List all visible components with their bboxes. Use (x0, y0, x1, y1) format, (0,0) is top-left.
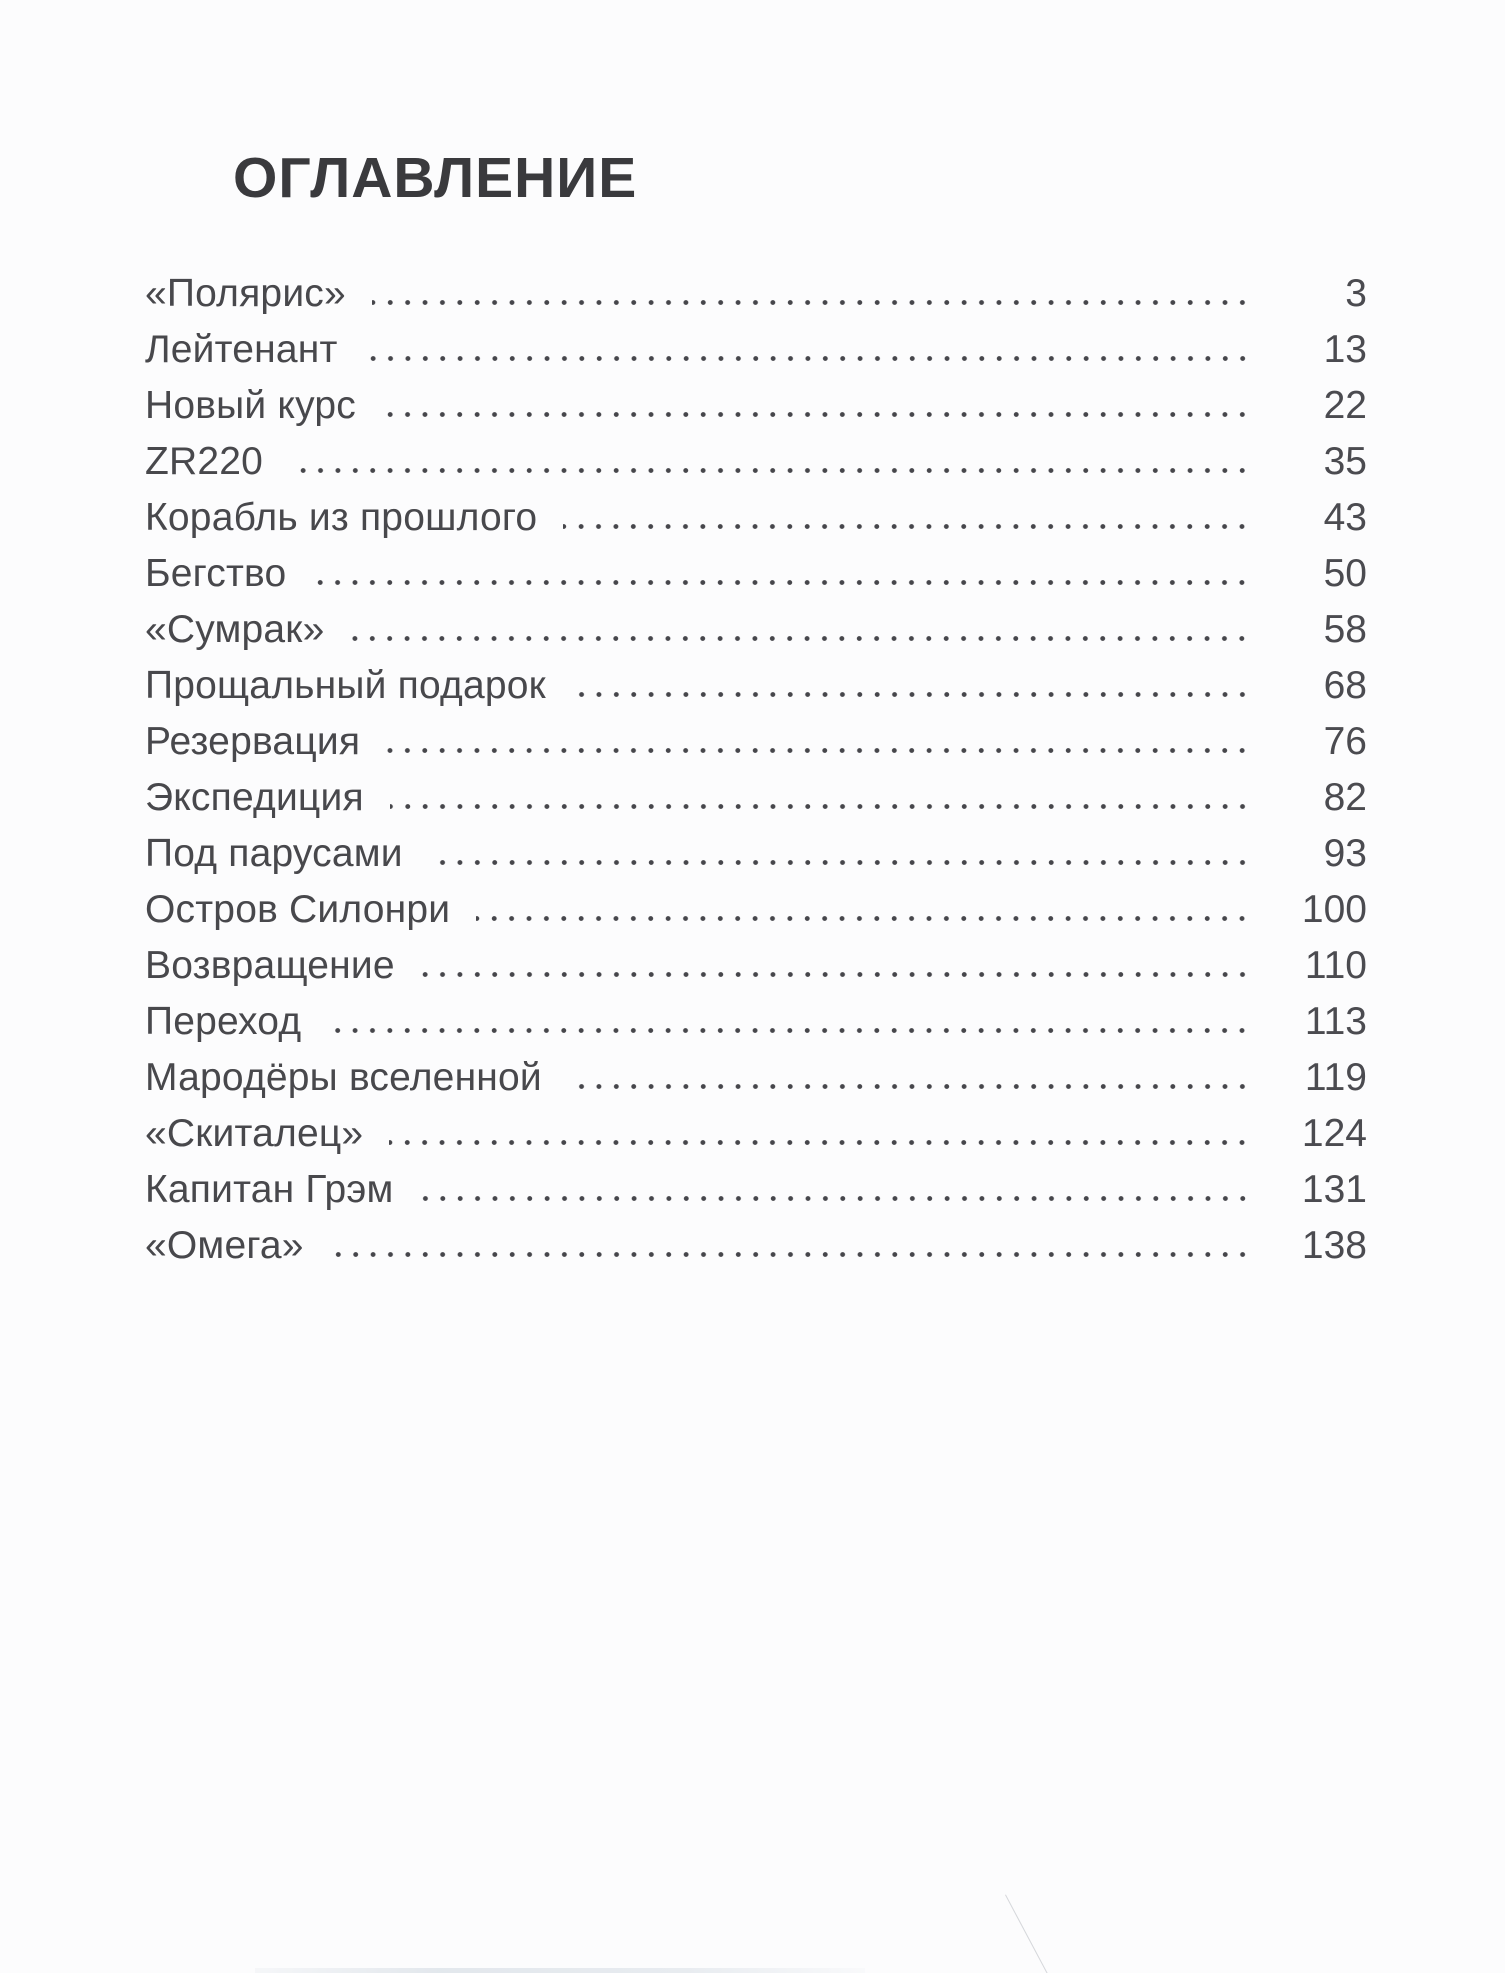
toc-entry-label: Капитан Грэм (145, 1168, 394, 1211)
toc-entry-page-number: 110 (1304, 944, 1367, 987)
toc-entry (145, 272, 1367, 328)
toc-entry (145, 720, 1367, 776)
toc-entry-label: Корабль из прошлого (145, 496, 538, 539)
toc-entry-page-number: 131 (1301, 1168, 1367, 1211)
scan-artifact-bottom-edge (255, 1968, 865, 1973)
dot-leader (420, 1195, 1251, 1202)
toc-entry (145, 1000, 1367, 1056)
dot-leader (327, 1027, 1251, 1034)
dot-leader (289, 467, 1251, 474)
toc-entry-page-number: 82 (1323, 776, 1367, 819)
toc-entry-label: Резервация (145, 720, 361, 763)
toc-entry (145, 1056, 1367, 1112)
dot-leader (330, 1251, 1251, 1258)
dot-leader (312, 579, 1251, 586)
toc-entry-page-number: 100 (1301, 888, 1367, 931)
toc-entry-label: Под парусами (145, 832, 403, 875)
dot-leader (572, 691, 1251, 698)
toc-entry-label: Возвращение (145, 944, 395, 987)
toc-list (145, 272, 1367, 1280)
toc-entry-page-number: 124 (1301, 1112, 1367, 1155)
dot-leader (476, 915, 1251, 922)
toc-entry-label: Лейтенант (145, 328, 338, 371)
dot-leader (350, 635, 1251, 642)
dot-leader (389, 1139, 1251, 1146)
toc-entry (145, 608, 1367, 664)
dot-leader (568, 1083, 1251, 1090)
toc-entry (145, 888, 1367, 944)
toc-entry-label: «Омега» (145, 1224, 304, 1267)
dot-leader (386, 747, 1251, 754)
toc-entry-label: ZR220 (145, 440, 264, 483)
toc-entry-page-number: 76 (1323, 720, 1367, 763)
toc-entry-label: «Полярис» (145, 272, 346, 315)
toc-entry-label: Остров Силонри (145, 888, 451, 931)
toc-entry-label: «Сумрак» (145, 608, 325, 651)
toc-entry (145, 832, 1367, 888)
dot-leader (429, 859, 1251, 866)
toc-entry-page-number: 43 (1323, 496, 1367, 539)
dot-leader (390, 803, 1251, 810)
toc-entry-page-number: 138 (1301, 1224, 1367, 1267)
toc-entry-page-number: 35 (1323, 440, 1367, 483)
toc-entry-page-number: 58 (1323, 608, 1367, 651)
toc-entry-page-number: 113 (1304, 1000, 1367, 1043)
dot-leader (364, 355, 1251, 362)
toc-entry (145, 1224, 1367, 1280)
toc-entry (145, 440, 1367, 496)
toc-entry (145, 664, 1367, 720)
toc-entry (145, 552, 1367, 608)
dot-leader (563, 523, 1251, 530)
toc-entry-label: Экспедиция (145, 776, 364, 819)
toc-entry-page-number: 13 (1323, 328, 1367, 371)
toc-entry (145, 496, 1367, 552)
dot-leader (382, 411, 1251, 418)
toc-entry-page-number: 22 (1323, 384, 1367, 427)
toc-entry-page-number: 119 (1304, 1056, 1367, 1099)
scan-artifact-scratch (1005, 1895, 1081, 1973)
dot-leader (372, 299, 1251, 306)
toc-entry (145, 1112, 1367, 1168)
toc-entry (145, 328, 1367, 384)
toc-entry-page-number: 50 (1323, 552, 1367, 595)
toc-entry-label: Бегство (145, 552, 287, 595)
toc-entry-page-number: 3 (1345, 272, 1367, 315)
page-title: ОГЛАВЛЕНИЕ (233, 146, 638, 210)
toc-entry-label: «Скиталец» (145, 1112, 364, 1155)
toc-entry (145, 1168, 1367, 1224)
toc-entry (145, 944, 1367, 1000)
toc-entry-page-number: 68 (1323, 664, 1367, 707)
toc-entry-label: Новый курс (145, 384, 356, 427)
toc-entry (145, 776, 1367, 832)
dot-leader (421, 971, 1251, 978)
toc-entry-page-number: 93 (1323, 832, 1367, 875)
toc-entry-label: Прощальный подарок (145, 664, 546, 707)
toc-entry-label: Мародёры вселенной (145, 1056, 542, 1099)
toc-entry (145, 384, 1367, 440)
toc-entry-label: Переход (145, 1000, 302, 1043)
